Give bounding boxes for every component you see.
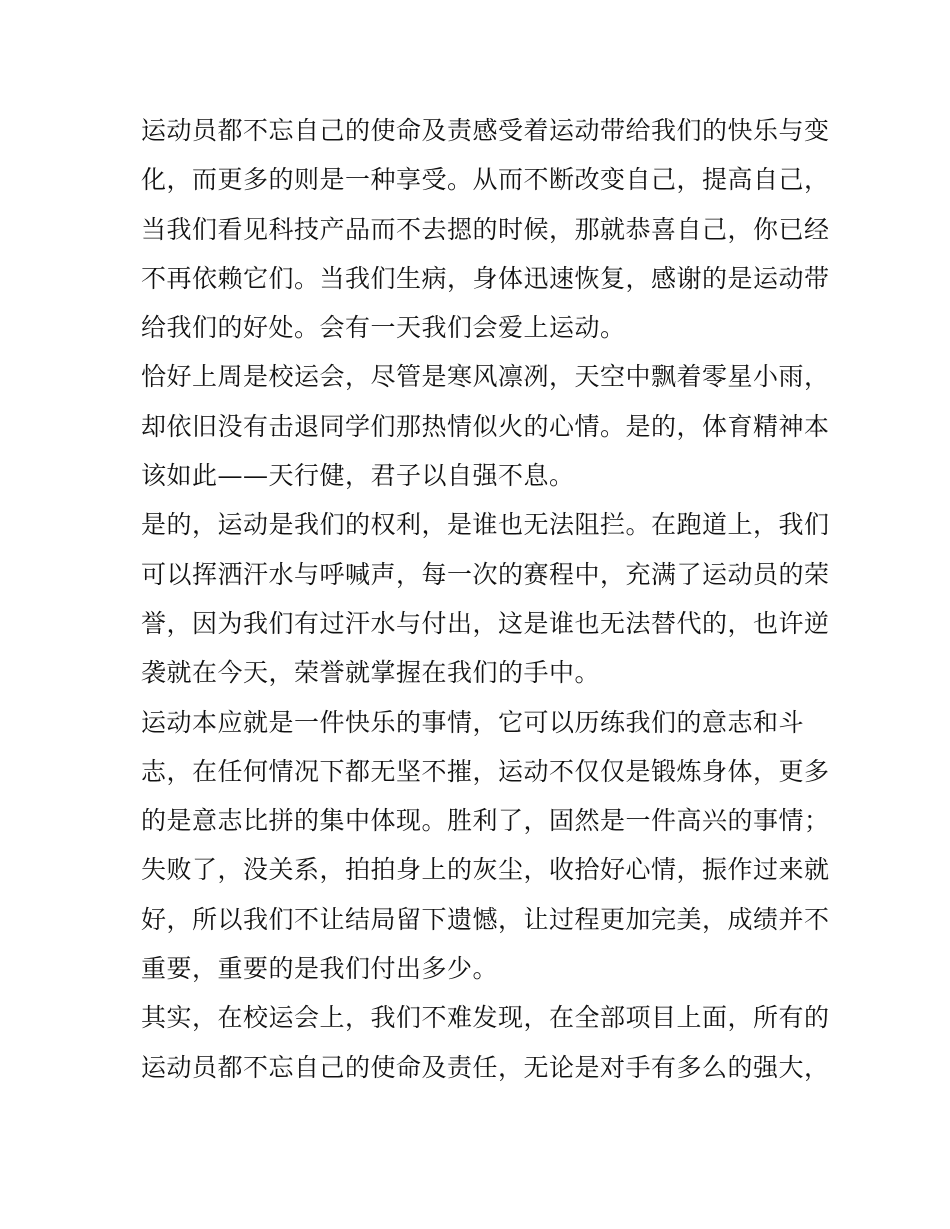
text-line: 运动本应就是一件快乐的事情，它可以历练我们的意志和斗 [141,707,805,737]
text-line: 袭就在今天，荣誉就掌握在我们的手中。 [141,658,601,688]
text-line: 该如此——天行健，君子以自强不息。 [141,461,575,491]
text-line: 运动员都不忘自己的使命及责感受着运动带给我们的快乐与变 [141,116,830,145]
text-line: 化，而更多的则是一种享受。从而不断改变自己，提高自己， [141,165,830,195]
document-body [141,106,830,1092]
text-line: 重要，重要的是我们付出多少。 [141,954,499,984]
text-line: 恰好上周是校运会，尽管是寒风凛冽，天空中飘着零星小雨， [141,362,830,392]
text-line: 其实，在校运会上，我们不难发现，在全部项目上面，所有的 [141,1003,830,1033]
text-line: 的是意志比拼的集中体现。胜利了，固然是一件高兴的事情； [141,806,830,836]
text-line: 失败了，没关系，拍拍身上的灰尘，收拾好心情，振作过来就 [141,855,830,885]
text-line: 志，在任何情况下都无坚不摧，运动不仅仅是锻炼身体，更多 [141,756,830,786]
text-line: 不再依赖它们。当我们生病，身体迅速恢复，感谢的是运动带 [141,263,830,293]
text-line: 给我们的好处。会有一天我们会爱上运动。 [141,313,626,343]
text-line: 当我们看见科技产品而不去摁的时候，那就恭喜自己，你已经 [141,214,830,244]
text-line: 运动员都不忘自己的使命及责任，无论是对手有多么的强大， [141,1052,830,1082]
text-line: 是的，运动是我们的权利，是谁也无法阻拦。在跑道上，我们 [141,510,830,540]
text-line: 却依旧没有击退同学们那热情似火的心情。是的，体育精神本 [141,411,830,441]
text-line: 誉，因为我们有过汗水与付出，这是谁也无法替代的，也许逆 [141,608,830,638]
text-line: 可以挥洒汗水与呼喊声，每一次的赛程中，充满了运动员的荣 [141,559,830,589]
text-line: 好，所以我们不让结局留下遗憾，让过程更加完美，成绩并不 [141,904,830,934]
